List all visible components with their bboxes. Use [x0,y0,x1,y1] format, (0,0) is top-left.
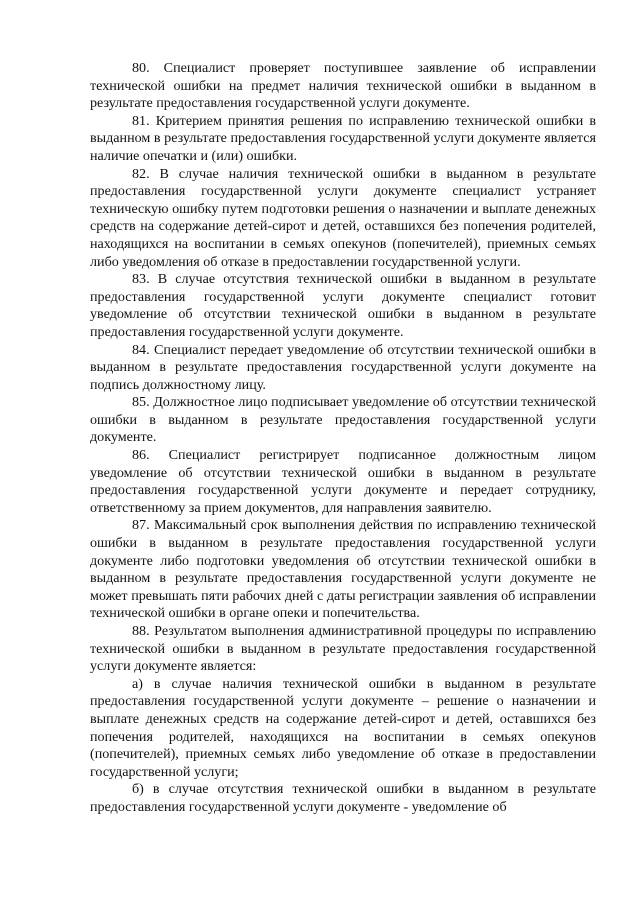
paragraph-84: 84. Специалист передает уведомление об отсутствии технической ошибки в выданном в результате предоставления государственной услуги документе на подпись должностному лицу. [90,341,596,393]
paragraph-82: 82. В случае наличия технической ошибки в выданном в результате предоставления государственной услуги документе специалист устраняет техническую ошибку путем подготовки решения о назначении и выплате денежных средств на содержание детей-сирот и детей, оставшихся без попечения родителей, находящихся на воспитании в семьях опекунов (попечителей), приемных семьях либо уведомления об отказе в предоставлении государственной услуги. [90,165,596,270]
paragraph-88: 88. Результатом выполнения административной процедуры по исправлению технической ошибки в выданном в результате предоставления государственной услуги документе является: [90,623,596,675]
paragraph-80: 80. Специалист проверяет поступившее заявление об исправлении технической ошибки на предмет наличия технической ошибки в выданном в результате предоставления государственной услуги документе. [90,60,596,112]
document-page [90,60,596,817]
paragraph-81: 81. Критерием принятия решения по исправлению технической ошибки в выданном в результате предоставления государственной услуги документе является наличие опечатки и (или) ошибки. [90,112,596,164]
sub-item-a: а) в случае наличия технической ошибки в выданном в результате предоставления государственной услуги документе – решение о назначении и выплате денежных средств на содержание детей-сирот и детей, оставшихся без попечения родителей, находящихся на воспитании в семьях опекунов (попечителей), приемных семьях либо уведомление об отказе в предоставлении государственной услуги; [90,675,596,780]
paragraph-83: 83. В случае отсутствия технической ошибки в выданном в результате предоставления государственной услуги документе специалист готовит уведомление об отсутствии технической ошибки в выданном в результате предоставления государственной услуги документе. [90,271,596,340]
paragraph-87: 87. Максимальный срок выполнения действия по исправлению технической ошибки в выданном в результате предоставления государственной услуги документе либо подготовки уведомления об отсутствии технической ошибки в выданном в результате предоставления государственной услуги документе не может превышать пяти рабочих дней с даты регистрации заявления об исправлении технической ошибки в органе опеки и попечительства. [90,517,596,622]
paragraph-86: 86. Специалист регистрирует подписанное должностным лицом уведомление об отсутствии технической ошибки в выданном в результате предоставления государственной услуги документе и передает сотруднику, ответственному за прием документов, для направления заявителю. [90,447,596,516]
sub-item-b: б) в случае отсутствия технической ошибки в выданном в результате предоставления государственной услуги документе - уведомление об [90,781,596,815]
paragraph-85: 85. Должностное лицо подписывает уведомление об отсутствии технической ошибки в выданном в результате предоставления государственной услуги документе. [90,394,596,446]
